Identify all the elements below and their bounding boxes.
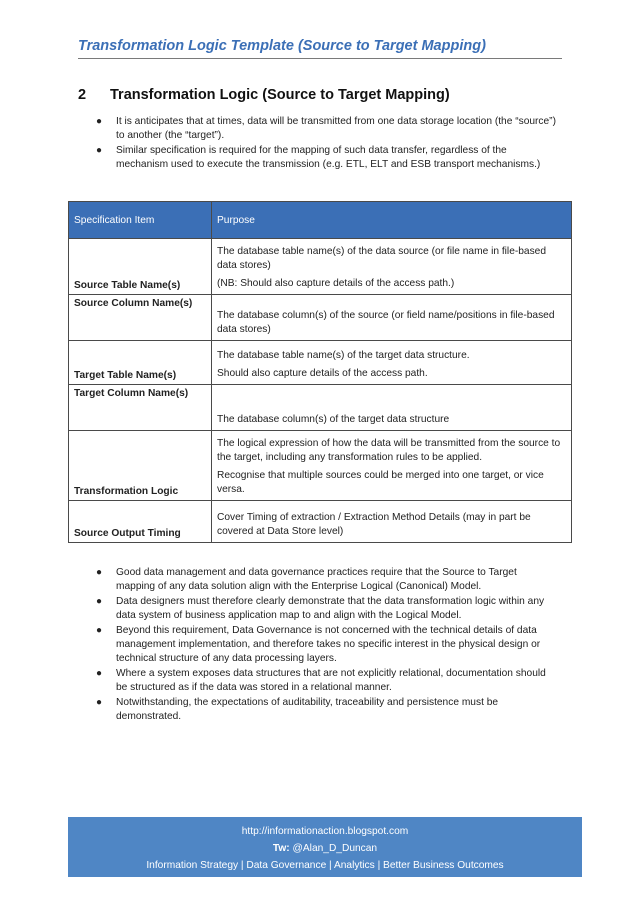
purpose-cell: Cover Timing of extraction / Extraction Method Details (may in part be covered at Data Store level) xyxy=(212,501,572,543)
spec-item-cell: Target Table Name(s) xyxy=(69,341,212,385)
table-row xyxy=(69,501,572,543)
bullet-icon: ● xyxy=(96,596,103,607)
list-item: ● It is anticipates that at times, data will be transmitted from one data storage location (the “source”) to another (the “target”). xyxy=(96,116,556,141)
table-row xyxy=(69,431,572,501)
footer-twitter-handle[interactable]: @Alan_D_Duncan xyxy=(292,843,378,854)
footer-twitter-label: Tw: xyxy=(272,843,290,854)
footer-tagline: Information Strategy | Data Governance | Analytics | Better Business Outcomes xyxy=(146,860,504,871)
closing-bullet-list xyxy=(96,566,556,725)
bullet-icon: ● xyxy=(96,145,103,156)
list-item: ● Beyond this requirement, Data Governance is not concerned with the technical details of data management implementation, and therefore takes no specific interest in the physical design or technical structure of any data processing layers. xyxy=(96,625,541,664)
column-header-specification-item: Specification Item xyxy=(69,202,212,239)
spec-item-cell: Source Output Timing xyxy=(69,501,212,543)
list-item: ● Data designers must therefore clearly demonstrate that the data transformation logic within any data system of business application map to and align with the Logical Model. xyxy=(96,596,545,621)
intro-bullet-list xyxy=(96,115,556,173)
footer-twitter xyxy=(68,840,582,857)
table-header-row xyxy=(69,202,572,239)
list-item: ● Where a system exposes data structures that are not explicitly relational, documentation should be structured as if the data was stored in a relational manner. xyxy=(96,668,546,693)
footer-url-link[interactable]: http://informationaction.blogspot.com xyxy=(241,826,409,837)
list-item: ● Similar specification is required for the mapping of such data transfer, regardless of the mechanism used to execute the transmission (e.g. ETL, ELT and ESB transport mechanisms.) xyxy=(96,145,541,170)
section-title: Transformation Logic (Source to Target Mapping) xyxy=(110,87,450,103)
purpose-cell: The database table name(s) of the data source (or file name in file-based data stores) (NB: Should also capture details of the access path.) xyxy=(212,239,572,295)
bullet-icon: ● xyxy=(96,697,103,708)
spec-item-cell: Transformation Logic xyxy=(69,431,212,501)
purpose-cell: The database column(s) of the target data structure xyxy=(212,385,572,431)
list-item: ● Good data management and data governance practices require that the Source to Target mapping of any data solution align with the Enterprise Logical (Canonical) Model. xyxy=(96,567,517,592)
table-row xyxy=(69,385,572,431)
list-item: ● Notwithstanding, the expectations of auditability, traceability and persistence must be demonstrated. xyxy=(96,697,499,722)
bullet-icon: ● xyxy=(96,625,103,636)
purpose-cell: The database table name(s) of the target data structure. Should also capture details of the access path. xyxy=(212,341,572,385)
page-header: Transformation Logic Template (Source to Target Mapping) xyxy=(78,38,562,59)
bullet-icon: ● xyxy=(96,668,103,679)
spec-item-cell: Source Table Name(s) xyxy=(69,239,212,295)
section-number: 2 xyxy=(78,87,87,103)
table-row xyxy=(69,341,572,385)
purpose-cell: The logical expression of how the data will be transmitted from the source to the target, including any transformation rules to be applied. Recognise that multiple sources could be merged into one target, or vice versa. xyxy=(212,431,572,501)
spec-item-cell: Target Column Name(s) xyxy=(69,385,212,431)
bullet-icon: ● xyxy=(96,116,103,127)
specification-table xyxy=(68,201,572,543)
column-header-purpose: Purpose xyxy=(212,202,572,239)
table-row xyxy=(69,239,572,295)
purpose-cell: The database column(s) of the source (or field name/positions in file-based data stores) xyxy=(212,295,572,341)
section-heading xyxy=(78,87,450,103)
bullet-icon: ● xyxy=(96,567,103,578)
spec-item-cell: Source Column Name(s) xyxy=(69,295,212,341)
page-footer xyxy=(68,817,582,877)
table-row xyxy=(69,295,572,341)
